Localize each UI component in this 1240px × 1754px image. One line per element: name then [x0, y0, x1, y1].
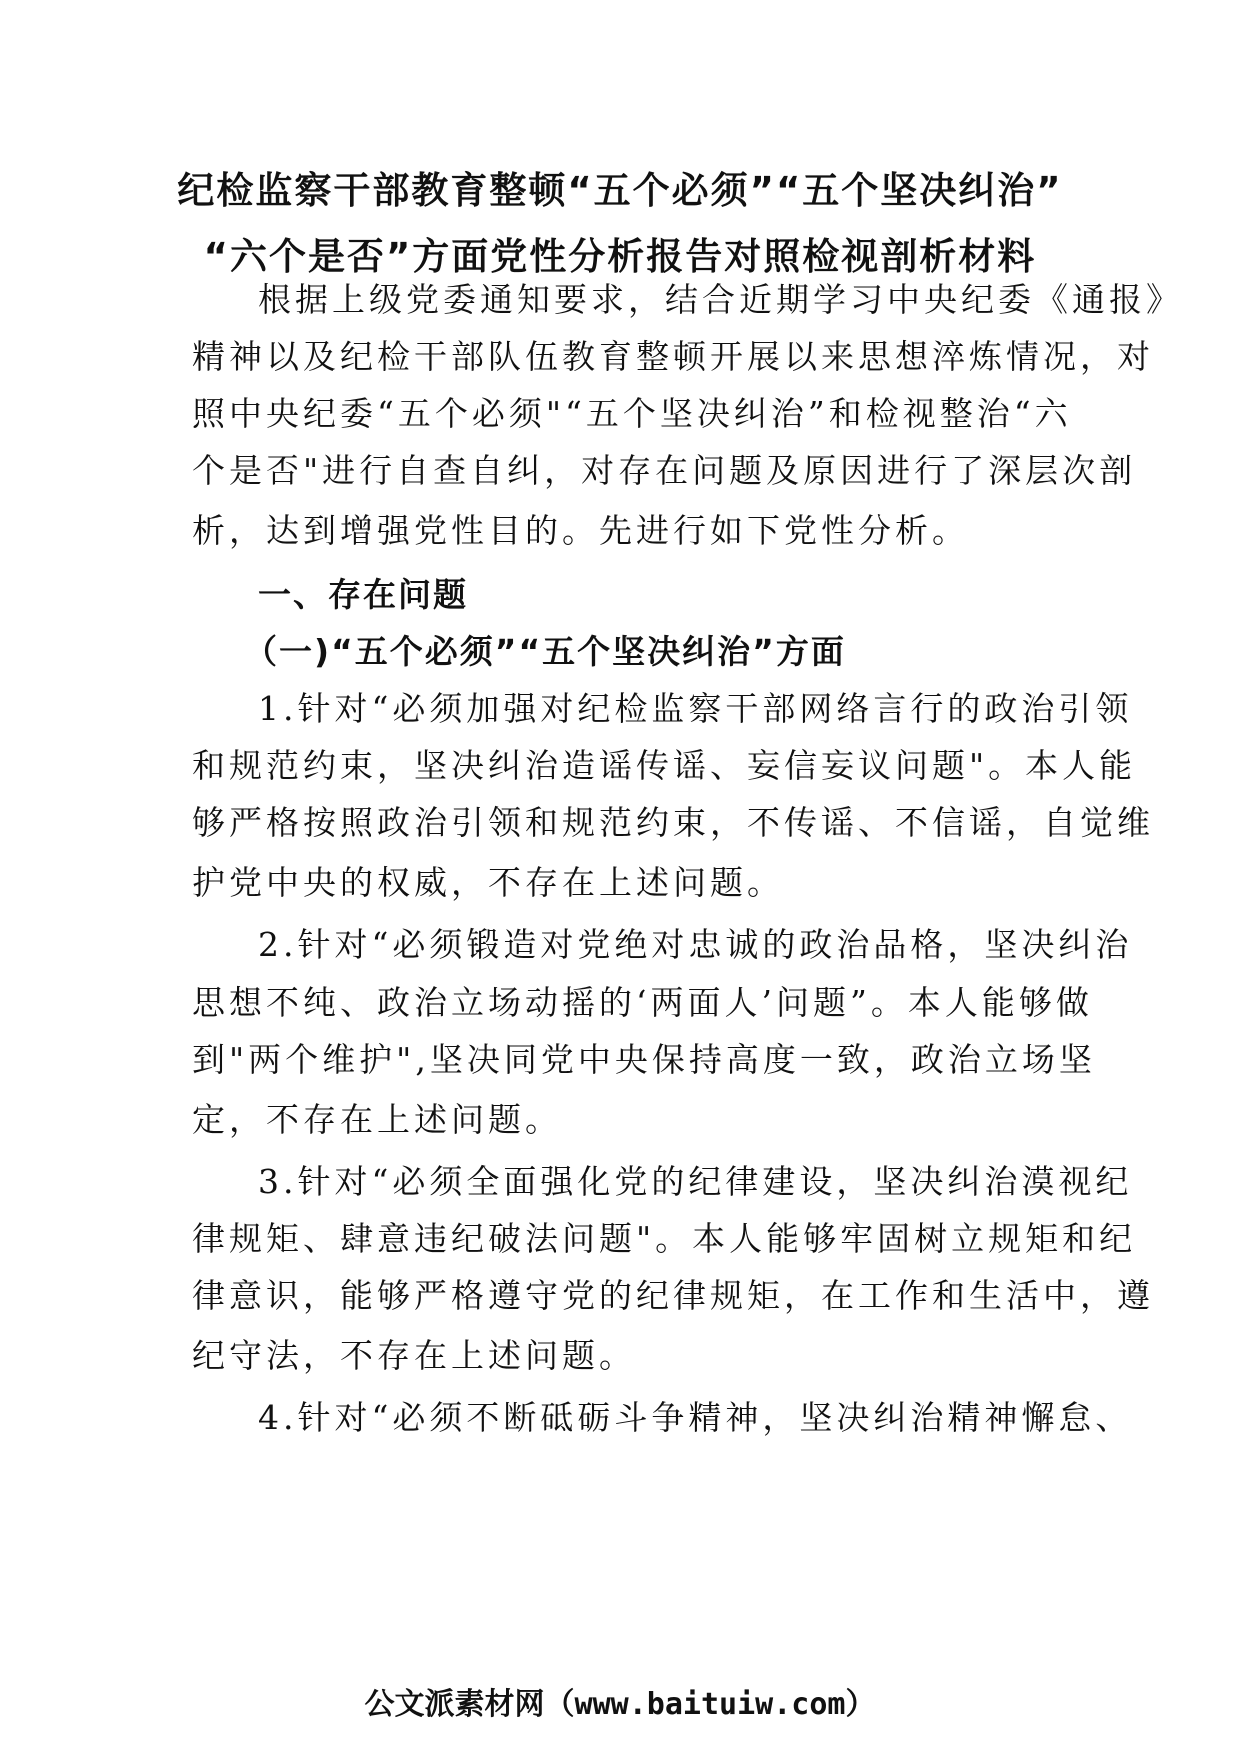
paragraph-line: 纪守法，不存在上述问题。: [192, 1336, 636, 1375]
page-footer: [0, 1687, 1240, 1722]
paragraph-line: 4.针对“必须不断砥砺斗争精神，坚决纠治精神懈怠、: [258, 1398, 1133, 1437]
paragraph-line: 够严格按照政治引领和规范约束，不传谣、不信谣，自觉维: [192, 803, 1154, 842]
paragraph-line: 律意识，能够严格遵守党的纪律规矩，在工作和生活中，遵: [192, 1276, 1154, 1315]
paragraph-line: 和规范约束，坚决纠治造谣传谣、妄信妄议问题"。本人能: [192, 746, 1137, 785]
paragraph-line: 律规矩、肆意违纪破法问题"。本人能够牢固树立规矩和纪: [192, 1219, 1137, 1258]
paragraph-line: 护党中央的权威，不存在上述问题。: [192, 863, 784, 902]
subsection-heading: （一)“五个必须”“五个坚决纠治”方面: [244, 632, 846, 671]
paragraph-line: 2.针对“必须锻造对党绝对忠诚的政治品格，坚决纠治: [258, 925, 1133, 964]
document-title-line-1: 纪检监察干部教育整顿“五个必须”“五个坚决纠治”: [177, 169, 1063, 212]
footer-site-name: 公文派素材网: [364, 1687, 545, 1722]
paragraph-line: 3.针对“必须全面强化党的纪律建设，坚决纠治漠视纪: [258, 1162, 1133, 1201]
paragraph-line: 思想不纯、政治立场动摇的‘两面人’问题”。本人能够做: [192, 983, 1093, 1022]
paragraph-line: 照中央纪委“五个必须"“五个坚决纠治”和检视整治“六: [192, 394, 1072, 433]
footer-site-url[interactable]: （www.baituiw.com）: [544, 1687, 876, 1722]
paragraph-line: 1.针对“必须加强对纪检监察干部网络言行的政治引领: [258, 689, 1133, 728]
document-title-line-2: “六个是否”方面党性分析报告对照检视剖析材料: [203, 235, 1037, 278]
paragraph-line: 个是否"进行自查自纠，对存在问题及原因进行了深层次剖: [192, 451, 1137, 490]
paragraph-line: 根据上级党委通知要求，结合近期学习中央纪委《通报》: [258, 280, 1183, 319]
paragraph-line: 到"两个维护",坚决同党中央保持高度一致，政治立场坚: [192, 1040, 1096, 1079]
paragraph-line: 精神以及纪检干部队伍教育整顿开展以来思想淬炼情况，对: [192, 337, 1154, 376]
paragraph-line: 定，不存在上述问题。: [192, 1100, 562, 1139]
paragraph-line: 析，达到增强党性目的。先进行如下党性分析。: [192, 511, 969, 550]
section-heading: 一、存在问题: [258, 575, 468, 614]
